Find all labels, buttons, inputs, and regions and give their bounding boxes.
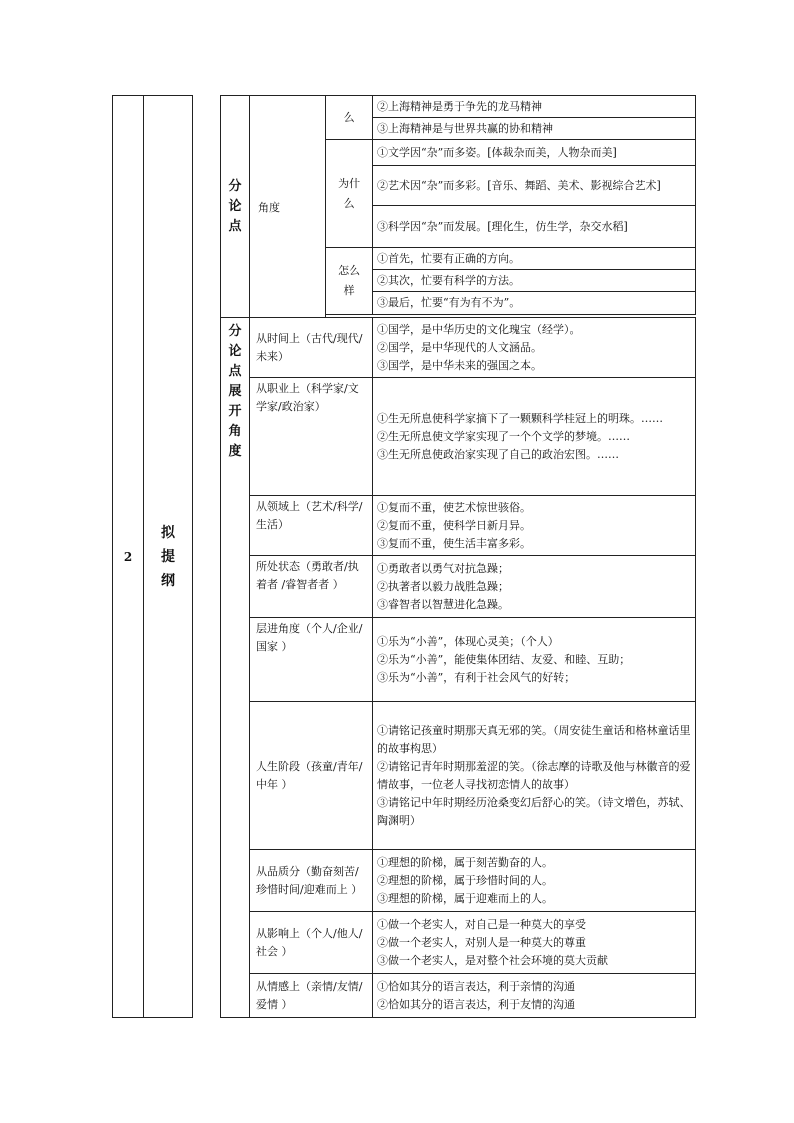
point: ③上海精神是与世界共赢的协和精神 (373, 118, 696, 140)
point: ①首先，忙要有正确的方向。 (373, 248, 696, 270)
point: ①请铭记孩童时期那天真无邪的笑。（周安徒生童话和格林童话里的故事构思） (377, 723, 691, 755)
point: ①理想的阶梯，属于刻苦勤奋的人。 (377, 855, 553, 869)
point: ②做一个老实人，对别人是一种莫大的尊重 (377, 935, 586, 949)
angle-emotion: 从情感上（亲情/友情/爱情 ） (250, 974, 373, 1018)
point: ②生无所息使文学家实现了一个个文学的梦境。…… (377, 429, 630, 443)
point: ③科学因“杂”而发展。[理化生，仿生学，杂交水稻] (373, 206, 696, 248)
part2-label: 分 论 点 展 开 角 度 (221, 318, 250, 1018)
points-cell (373, 318, 696, 378)
point: ③生无所息使政治家实现了自己的政治宏图。…… (377, 447, 619, 461)
angle-life-stage: 人生阶段（孩童/青年/中年 ） (250, 702, 373, 850)
points-cell (373, 618, 696, 702)
point: ①文学因“杂”而多姿。[体裁杂而美，人物杂而美] (373, 140, 696, 166)
question-what: 么 (326, 96, 373, 140)
point: ②复而不重，使科学日新月异。 (377, 518, 531, 532)
point: ③最后，忙要“有为有不为”。 (373, 292, 696, 315)
point: ①做一个老实人，对自己是一种莫大的享受 (377, 917, 586, 931)
point: ②上海精神是勇于争先的龙马精神 (373, 96, 696, 118)
point: ①国学，是中华历史的文化瑰宝（经学）。 (377, 322, 581, 336)
point: ③复而不重，使生活丰富多彩。 (377, 536, 531, 550)
angle-state: 所处状态（勇敢者/执着者 /睿智者者 ） (250, 556, 373, 618)
points-cell (373, 496, 696, 556)
angle-time: 从时间上（古代/现代/未来） (250, 318, 373, 378)
point: ①复而不重，使艺术惊世骇俗。 (377, 500, 531, 514)
question-how: 怎么 样 (326, 248, 373, 315)
angle-field: 从领域上（艺术/科学/生活） (250, 496, 373, 556)
outline-table (112, 95, 696, 1018)
points-cell (373, 974, 696, 1018)
point: ②乐为“小善”，能使集体团结、友爱、和睦、互助； (377, 652, 631, 666)
angle-occupation: 从职业上（科学家/文学家/政治家） (250, 378, 373, 496)
section-label: 拟 提 纲 (144, 96, 193, 1018)
point: ①恰如其分的语言表达，利于亲情的沟通 (377, 979, 575, 993)
point: ③乐为“小善”，有利于社会风气的好转； (377, 670, 576, 684)
points-cell (373, 556, 696, 618)
point: ②国学，是中华现代的人文涵品。 (377, 340, 542, 354)
part1-degree: 角度 (250, 96, 326, 318)
angle-progressive: 层进角度（个人/企业/国家 ） (250, 618, 373, 702)
point: ②执著者以毅力战胜急躁； (377, 579, 509, 593)
point: ②其次，忙要有科学的方法。 (373, 270, 696, 292)
point: ③睿智者以智慧进化急躁。 (377, 597, 509, 611)
point: ②理想的阶梯，属于珍惜时间的人。 (377, 873, 553, 887)
points-cell (373, 912, 696, 974)
point: ①生无所息使科学家摘下了一颗颗科学桂冠上的明珠。…… (377, 411, 663, 425)
points-cell (373, 702, 696, 850)
angle-quality: 从品质分（勤奋刻苦/珍惜时间/迎难而上 ） (250, 850, 373, 912)
point: ③请铭记中年时期经历沧桑变幻后舒心的笑。（诗文增色，苏轼、陶渊明） (377, 795, 691, 827)
points-cell (373, 378, 696, 496)
point: ②恰如其分的语言表达，利于友情的沟通 (377, 997, 575, 1011)
point: ①勇敢者以勇气对抗急躁； (377, 561, 509, 575)
part1-label: 分 论 点 (221, 96, 250, 318)
angle-influence: 从影响上（个人/他人/社会 ） (250, 912, 373, 974)
point: ③国学，是中华未来的强国之本。 (377, 358, 542, 372)
point: ③做一个老实人，是对整个社会环境的莫大贡献 (377, 953, 608, 967)
point: ②艺术因“杂”而多彩。[音乐、舞蹈、美术、影视综合艺术] (373, 166, 696, 206)
point: ②请铭记青年时期那羞涩的笑。（徐志摩的诗歌及他与林徽音的爱情故事，一位老人寻找初恋情人的故事） (377, 759, 691, 791)
spacer-column (193, 96, 221, 1018)
point: ③理想的阶梯，属于迎难而上的人。 (377, 891, 553, 905)
point: ①乐为“小善”，体现心灵美；（个人） (377, 634, 559, 648)
question-why: 为什 么 (326, 140, 373, 248)
points-cell (373, 850, 696, 912)
row-number: 2 (113, 96, 144, 1018)
